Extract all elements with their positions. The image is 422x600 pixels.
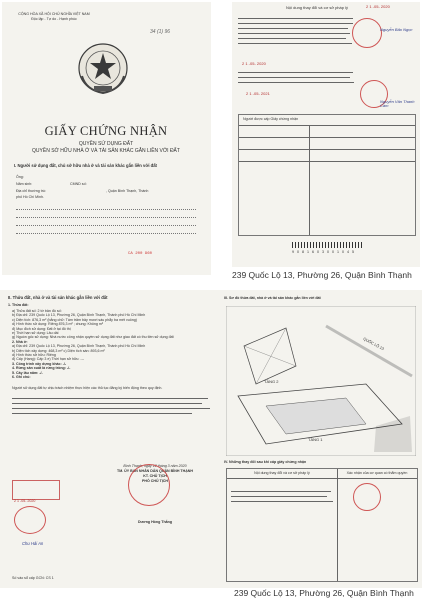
republic-header: CỘNG HÒA XÃ HỘI CHỦ NGHĨA VIỆT NAM — [18, 12, 90, 16]
changes-col-content: Nội dung thay đổi và cơ sở pháp lý — [254, 471, 310, 475]
stamp-date: 2 1 -05- 2020 — [366, 4, 390, 9]
certificate-serial: CA 200 960 — [128, 252, 153, 256]
notes-text: Người sử dụng đất tự chịu trách nhiệm thực hiện các thủ tục đăng ký biến động theo quy định. — [12, 386, 163, 390]
land-section-title: II. Thửa đất, nhà ở và tài sản khác gắn liền với đất — [8, 295, 108, 300]
national-emblem-icon — [74, 40, 132, 96]
motto: Độc lập - Tự do - Hạnh phúc — [31, 17, 77, 21]
land-plot-diagram — [226, 306, 416, 456]
barcode-number: 9 0 8 1 6 0 3 0 0 1 0 4 5 — [292, 250, 355, 254]
sign-organization: TM. ỦY BAN NHÂN DÂN QUẬN BÌNH THẠNH — [117, 469, 193, 473]
land-item: 2. Nhà ở: — [12, 339, 28, 344]
land-items-list — [12, 309, 216, 380]
id-number-label: CMND số: — [70, 182, 87, 186]
floor-1-label: TẦNG 1 — [308, 437, 323, 442]
land-item: 4. Rừng sản xuất là rừng trồng: -/- — [12, 366, 71, 371]
red-seal-stamp — [352, 18, 382, 48]
handwritten-note: 34 (1) 96 — [150, 29, 171, 35]
land-details-page — [4, 294, 220, 586]
land-item: 5. Cây lâu năm: -/- — [12, 370, 43, 375]
cover-content — [10, 8, 202, 270]
land-item: b) Diện tích xây dựng: 468,3 m² c) Diện tích sàn: 893,6 m² — [12, 348, 105, 353]
land-item: đ) Cấp (Hạng): Cấp 3 e) Thời hạn sở hữu: --- — [12, 357, 84, 362]
land-diagram-page — [222, 294, 420, 586]
land-item: e) Thời hạn sử dụng: Lâu dài — [12, 331, 59, 336]
diagram-title: III. Sơ đồ thửa đất, nhà ở và tài sản khác gắn liền với đất — [224, 296, 321, 300]
date-low: 2 1 -05- 2021 — [246, 91, 270, 96]
dotted-line — [16, 204, 196, 210]
address-label: Địa chỉ thường trú: — [16, 189, 46, 193]
certificate-inner-spread — [0, 290, 422, 588]
signature: Nguyễn Bảo Ngọc — [380, 27, 413, 32]
left-stamp-date: 2 1 -05- 2020 — [14, 499, 36, 503]
land-item: b) Địa chỉ: 239 Quốc Lộ 13, Phường 26, Quận Bình Thạnh, Thành phố Hồ Chí Minh — [12, 313, 146, 318]
sign-role: KT. CHỦ TỊCH — [143, 474, 167, 478]
land-label: 1. Thửa đất: — [8, 303, 29, 307]
certificate-subtitle-2: QUYỀN SỞ HỮU NHÀ Ở VÀ TÀI SẢN KHÁC GẮN LIỀN VỚI ĐẤT — [32, 148, 180, 154]
red-seal-stamp-ward — [14, 506, 46, 534]
address-caption-top: 239 Quốc Lộ 13, Phường 26, Quận Bình Thạnh — [232, 270, 412, 280]
address-city: phố Hồ Chí Minh. — [16, 195, 44, 199]
dotted-line — [16, 228, 196, 234]
sign-role-2: PHÓ CHỦ TỊCH — [142, 479, 168, 483]
land-item: g) Nguồn gốc sử dụng: Nhà nước công nhận quyền sử dụng đất như giao đất có thu tiền sử dụng đất — [12, 335, 174, 340]
certificate-title: GIẤY CHỨNG NHẬN — [44, 124, 168, 138]
owner-table-title: Người được cấp Giấy chứng nhận — [243, 117, 299, 121]
land-item: 3. Công trình xây dựng khác: -/- — [12, 361, 67, 366]
road-label: QUỐC LỘ 13 — [362, 336, 385, 352]
changes-col-confirm: Xác nhận của cơ quan có thẩm quyền — [346, 471, 408, 475]
address-value: , Quận Bình Thạnh, Thành — [106, 189, 149, 193]
land-item: c) Diện tích: 876,3 m² (bằng chữ: Tám trăm bảy mươi sáu phẩy ba mét vuông) — [12, 317, 137, 322]
land-item: a) Địa chỉ: 239 Quốc Lộ 13, Phường 26, Quận Bình Thạnh, Thành phố Hồ Chí Minh — [12, 344, 146, 349]
land-item: d) Hình thức sở hữu: Riêng — [12, 353, 56, 358]
address-caption-bottom: 239 Quốc Lộ 13, Phường 26, Quận Bình Thạnh — [234, 588, 414, 598]
land-item: a) Thửa đất số: 2 tờ bản đồ số: — [12, 309, 62, 313]
left-signer: Chu Hải An — [22, 541, 44, 546]
owner-label: Ông: — [16, 175, 24, 179]
changes-table — [226, 468, 418, 582]
signature-2: Nguyễn Văn Thanh Cầm — [380, 99, 415, 109]
red-seal-stamp-district — [128, 464, 170, 506]
changes-header: Nội dung thay đổi và cơ sở pháp lý — [286, 5, 348, 10]
barcode-icon — [292, 242, 362, 248]
certificate-cover-page — [2, 2, 211, 275]
certificate-back-page — [232, 2, 420, 267]
owner-year-label: Năm sinh: — [16, 182, 33, 186]
register-number: Số vào sổ cấp GCN: CS 1 — [12, 576, 54, 580]
red-seal-stamp-change — [353, 483, 381, 511]
certificate-subtitle-1: QUYỀN SỬ DỤNG ĐẤT — [78, 141, 134, 147]
changes-title: IV. Những thay đổi sau khi cấp giấy chứng nhận — [224, 460, 307, 464]
date-mid: 2 1 -05- 2020 — [242, 61, 266, 66]
sign-place-date: Bình Thạnh, ngày 12 tháng 3 năm 2020 — [123, 464, 187, 468]
signer-name: Dương Hồng Thắng — [137, 520, 173, 524]
land-item: 6. Ghi chú: — [12, 375, 31, 380]
owner-table — [238, 114, 416, 236]
dotted-line — [16, 220, 196, 226]
section-owner-heading: I. Người sử dụng đất, chủ sở hữu nhà ở và tài sản khác gắn liền với đất — [14, 163, 157, 168]
land-item: d) Hình thức sử dụng: Riêng 876,3 m² ; chung: Không m² — [12, 322, 104, 327]
floor-2-label: TẦNG 2 — [264, 379, 279, 384]
dotted-line — [16, 212, 196, 218]
land-item: đ) Mục đích sử dụng: Đất ở tại đô thị — [12, 326, 71, 331]
copy-certification-stamp — [12, 480, 60, 500]
